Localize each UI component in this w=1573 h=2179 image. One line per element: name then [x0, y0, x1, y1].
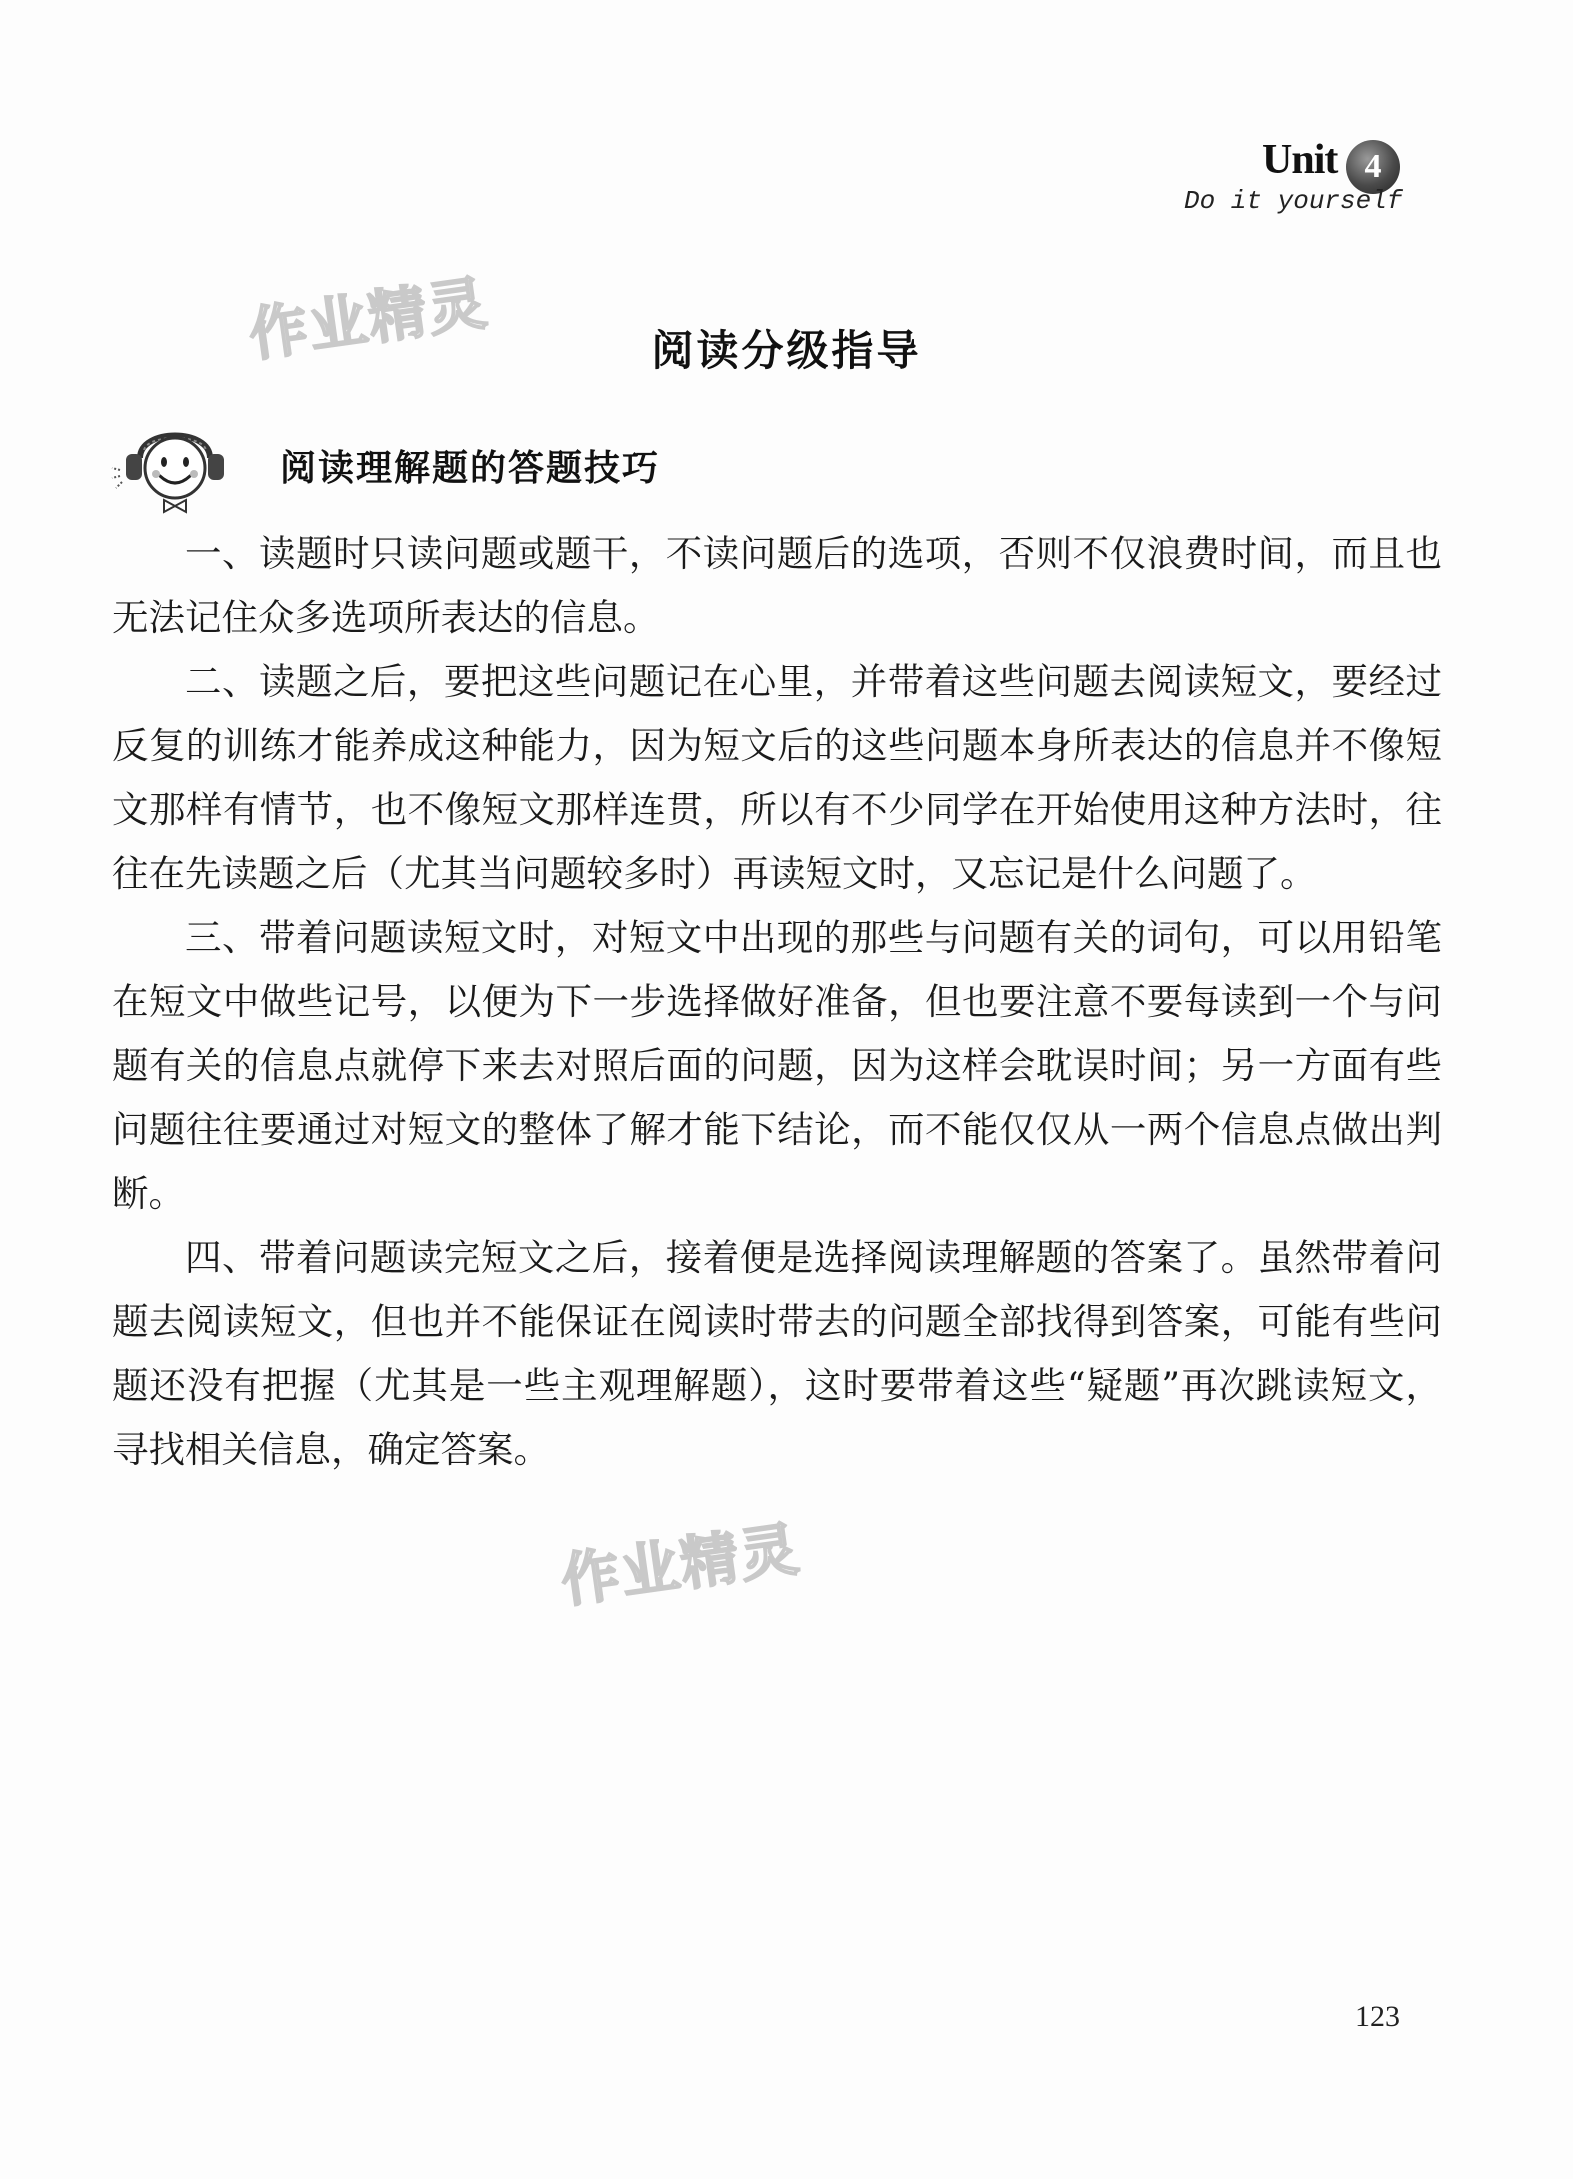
unit-subtitle: Do it yourself [1184, 186, 1403, 216]
watermark: 作业精灵 [245, 268, 493, 370]
section-title: 阅读理解题的答题技巧 [280, 448, 661, 489]
unit-number-badge: 4 [1346, 140, 1400, 194]
paragraph: 三、带着问题读短文时，对短文中出现的那些与问题有关的词句，可以用铅笔在短文中做些记号，以便为下一步选择做好准备，但也要注意不要每读到一个与问题有关的信息点就停下来去对照后面的问题，因为这样会耽误时间；另一方面有些问题往往要通过对短文的整体了解才能下结论，而不能仅仅从一两个信息点做出判断。 [112, 916, 1442, 1215]
paragraph: 二、读题之后，要把这些问题记在心里，并带着这些问题去阅读短文，要经过反复的训练才能养成这种能力，因为短文后的这些问题本身所表达的信息并不像短文那样有情节，也不像短文那样连贯，所以有不少同学在开始使用这种方法时，往往在先读题之后（尤其当问题较多时）再读短文时，又忘记是什么问题了。 [112, 660, 1442, 895]
paragraph: 四、带着问题读完短文之后，接着便是选择阅读理解题的答案了。虽然带着问题去阅读短文，但也并不能保证在阅读时带去的问题全部找得到答案，可能有些问题还没有把握（尤其是一些主观理解题），这时要带着这些“疑题”再次跳读短文，寻找相关信息，确定答案。 [112, 1236, 1442, 1471]
body-text [112, 522, 1442, 1482]
page-title: 阅读分级指导 [651, 326, 922, 376]
paragraph: 一、读题时只读问题或题干，不读问题后的选项，否则不仅浪费时间，而且也无法记住众多选项所表达的信息。 [112, 532, 1442, 639]
section-heading [110, 410, 810, 520]
unit-label: Unit [1262, 137, 1338, 183]
page-number: 123 [1355, 2000, 1400, 2033]
unit-header [1184, 136, 1462, 226]
watermark: 作业精灵 [557, 1514, 805, 1616]
headphone-smiley-icon [110, 410, 240, 520]
